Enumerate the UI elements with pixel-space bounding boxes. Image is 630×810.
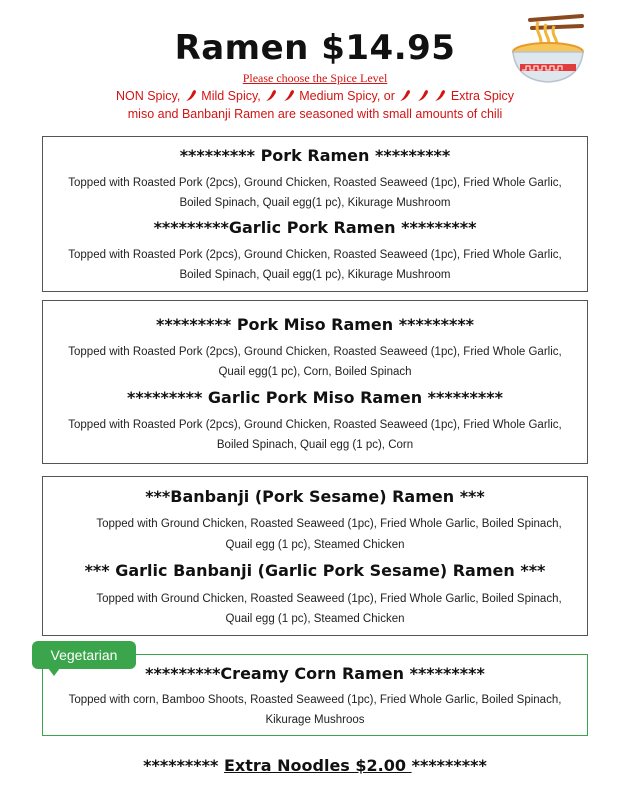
extra-noodles-price: Extra Noodles $2.00 [223,756,412,775]
chili-icon [433,89,447,102]
chili-icon [398,89,412,102]
chili-note: miso and Banbanji Ramen are seasoned with small amounts of chili [127,107,503,121]
menu-title: Ramen $14.95 [174,28,456,68]
spice-levels [0,89,630,103]
chili-icon [184,89,198,102]
non-spicy-label: NON Spicy, [115,89,181,103]
item-description: Boiled Spinach, Quail egg(1 pc), Kikurage Mushroom [179,269,451,281]
extra-spicy-label: Extra Spicy [450,89,515,103]
spice-level-heading: Please choose the Spice Level [242,71,388,85]
vegetarian-badge: Vegetarian [32,641,136,669]
stars-right: ********* [411,756,487,775]
chili-icon [264,89,278,102]
item-description: Kikurage Mushroos [265,714,365,726]
item-description: Topped with Roasted Pork (2pcs), Ground Chicken, Roasted Seaweed (1pc), Fried Whole Garlic, [68,249,562,261]
medium-spicy-label: Medium Spicy, or [299,89,395,103]
mild-spicy-label: Mild Spicy, [201,89,261,103]
item-name: *********Garlic Pork Ramen ********* [153,218,477,237]
chili-icon [282,89,296,102]
extra-noodles [0,756,630,775]
item-description: Quail egg(1 pc), Corn, Boiled Spinach [218,366,412,378]
chili-icon [416,89,430,102]
stars-left: ********* [143,756,219,775]
item-description: Topped with Ground Chicken, Roasted Seaweed (1pc), Fried Whole Garlic, Boiled Spinach, [96,593,562,605]
item-name: *********Creamy Corn Ramen ********* [145,664,485,683]
item-description: Quail egg (1 pc), Steamed Chicken [225,613,405,625]
item-name: ********* Pork Ramen ********* [179,146,451,165]
item-name: ********* Pork Miso Ramen ********* [155,315,475,334]
item-description: Boiled Spinach, Quail egg(1 pc), Kikurage Mushroom [179,197,451,209]
menu-section-banbanji [42,476,588,636]
item-description: Boiled Spinach, Quail egg (1 pc), Corn [216,439,414,451]
item-description: Topped with corn, Bamboo Shoots, Roasted Seaweed (1pc), Fried Whole Garlic, Boiled Spinach, [68,694,562,706]
item-description: Topped with Roasted Pork (2pcs), Ground Chicken, Roasted Seaweed (1pc), Fried Whole Garlic, [68,419,562,431]
item-name: ********* Garlic Pork Miso Ramen ********* [127,388,503,407]
item-description: Topped with Roasted Pork (2pcs), Ground Chicken, Roasted Seaweed (1pc), Fried Whole Garlic, [68,346,562,358]
item-description: Quail egg (1 pc), Steamed Chicken [225,539,405,551]
item-name: ***Banbanji (Pork Sesame) Ramen *** [145,487,485,506]
item-description: Topped with Ground Chicken, Roasted Seaweed (1pc), Fried Whole Garlic, Boiled Spinach, [96,518,562,530]
menu-section-miso [42,300,588,464]
item-description: Topped with Roasted Pork (2pcs), Ground Chicken, Roasted Seaweed (1pc), Fried Whole Garlic, [68,177,562,189]
item-name: *** Garlic Banbanji (Garlic Pork Sesame) Ramen *** [84,561,546,580]
menu-section-pork [42,136,588,292]
